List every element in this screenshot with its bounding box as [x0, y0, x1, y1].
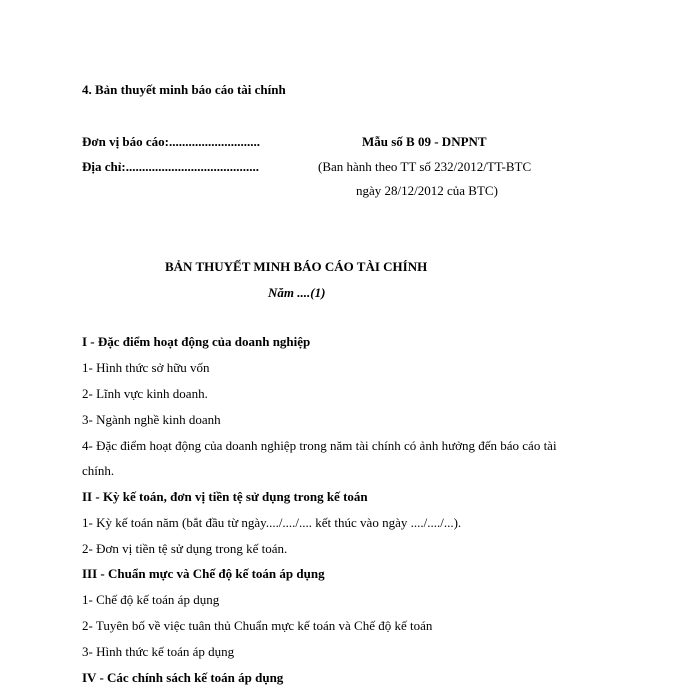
list-item: 2- Tuyên bố về việc tuân thủ Chuẩn mực kế toán và Chế độ kế toán — [82, 618, 433, 633]
form-number: Mẫu số B 09 - DNPNT — [362, 134, 487, 149]
reporting-unit-field: Đơn vị báo cáo:............................ — [82, 134, 261, 149]
list-item: 3- Hình thức kế toán áp dụng — [82, 644, 235, 659]
list-item: 3- Ngành nghề kinh doanh — [82, 412, 221, 427]
document-title: BẢN THUYẾT MINH BÁO CÁO TÀI CHÍNH — [165, 259, 428, 274]
section-heading: IV - Các chính sách kế toán áp dụng — [82, 670, 284, 685]
section-heading: III - Chuẩn mực và Chế độ kế toán áp dụng — [82, 566, 325, 581]
list-item: 1- Kỳ kế toán năm (bắt đầu từ ngày..../..../.... kết thúc vào ngày ..../..../...). — [82, 515, 462, 530]
list-item: 2- Lĩnh vực kinh doanh. — [82, 386, 208, 401]
section-heading: II - Kỳ kế toán, đơn vị tiền tệ sử dụng trong kế toán — [82, 489, 368, 504]
issued-date-note: ngày 28/12/2012 của BTC) — [356, 183, 498, 198]
section-heading: 4. Bản thuyết minh báo cáo tài chính — [82, 82, 286, 97]
list-item: 2- Đơn vị tiền tệ sử dụng trong kế toán. — [82, 541, 288, 556]
list-item: 1- Hình thức sở hữu vốn — [82, 360, 210, 375]
document-year: Năm ....(1) — [268, 285, 326, 300]
list-item: 1- Chế độ kế toán áp dụng — [82, 592, 220, 607]
list-item: chính. — [82, 463, 115, 478]
list-item: 4- Đặc điểm hoạt động của doanh nghiệp trong năm tài chính có ảnh hưởng đến báo cáo tài — [82, 438, 557, 453]
issued-by-note: (Ban hành theo TT số 232/2012/TT-BTC — [318, 159, 532, 174]
section-heading: I - Đặc điểm hoạt động của doanh nghiệp — [82, 334, 311, 349]
address-field: Địa chỉ:......................................... — [82, 159, 259, 174]
